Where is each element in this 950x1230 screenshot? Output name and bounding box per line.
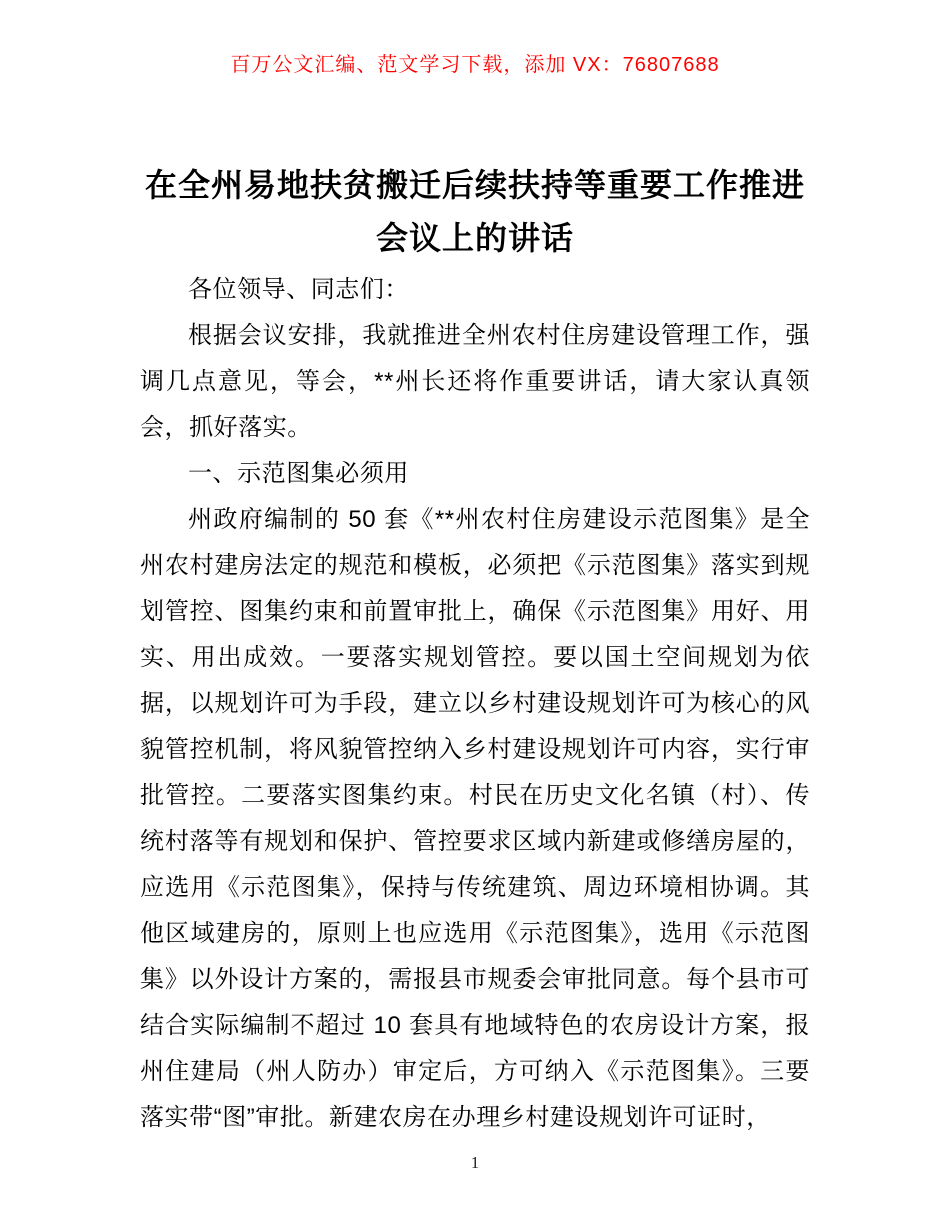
section-heading: 一、示范图集必须用 — [188, 460, 409, 487]
section-body-paragraph: 州政府编制的 50 套《**州农村住房建设示范图集》是全州农村建房法定的规范和模板，必须把《示范图集》落实到规划管控、图集约束和前置审批上，确保《示范图集》用好、用实、用出成效。一要落实规划管控。要以国土空间规划为依据，以规划许可为手段，建立以乡村建设规划许可为核心的风貌管控机制，将风貌管控纳入乡村建设规划许可内容，实行审批管控。二要落实图集约束。村民在历史文化名镇（村）、传统村落等有规划和保护、管控要求区域内新建或修缮房屋的，应选用《示范图集》，保持与传统建筑、周边环境相协调。其他区域建房的，原则上也应选用《示范图集》，选用《示范图集》以外设计方案的，需报县市规委会审批同意。每个县市可结合实际编制不超过 10 套具有地域特色的农房设计方案，报州住建局（州人防办）审定后，方可纳入《示范图集》。三要落实带“图”审批。新建农房在办理乡村建设规划许可证时， — [140, 506, 810, 1131]
page-number: 1 — [470, 1153, 480, 1172]
promo-banner-text: 百万公文汇编、范文学习下载，添加 VX：76807688 — [230, 54, 720, 76]
salutation-paragraph: 各位领导、同志们： — [188, 276, 409, 303]
intro-paragraph: 根据会议安排，我就推进全州农村住房建设管理工作，强调几点意见，等会，**州长还将作重要讲话，请大家认真领会，抓好落实。 — [140, 322, 810, 441]
document-body — [140, 267, 810, 1141]
document-title: 在全州易地扶贫搬迁后续扶持等重要工作推进会议上的讲话 — [144, 167, 805, 256]
